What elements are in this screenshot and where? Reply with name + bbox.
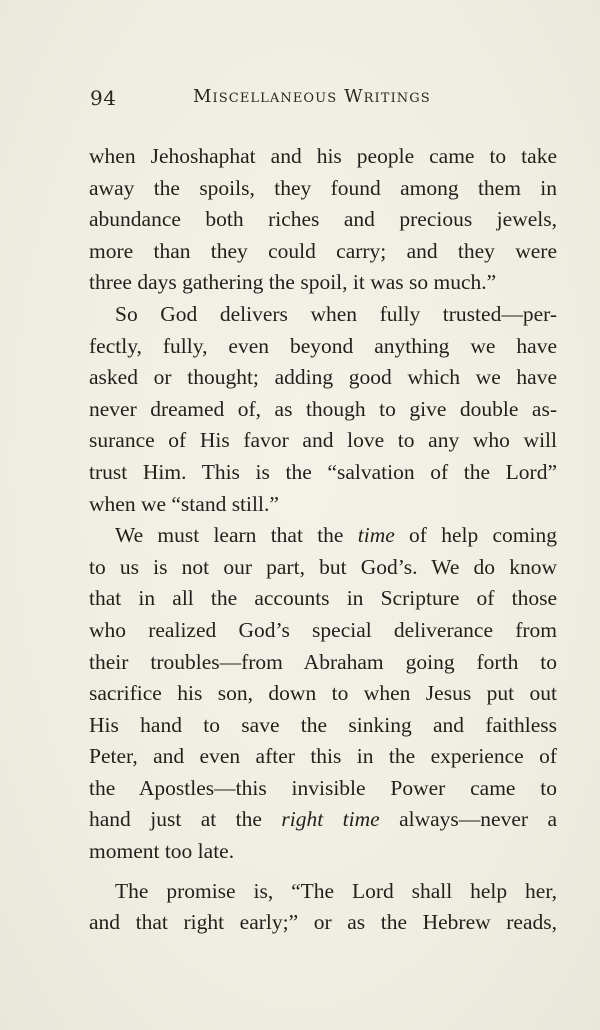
text-line: and that right early;” or as the Hebrew reads, xyxy=(89,910,557,935)
text-line: their troubles—from Abraham going forth to xyxy=(89,649,557,674)
text-line: more than they could carry; and they were xyxy=(89,238,557,263)
text-line: that in all the accounts in Scripture of those xyxy=(89,586,557,611)
text-line: when we “stand still.” xyxy=(89,491,279,516)
text-line: Peter, and even after this in the experience of xyxy=(89,744,557,769)
text-line: fectly, fully, even beyond anything we have xyxy=(89,333,557,358)
text-segment: always—never a xyxy=(379,807,557,832)
text-line: trust Him. This is the “salvation of the Lord” xyxy=(89,459,557,484)
text-line: away the spoils, they found among them in xyxy=(89,175,557,200)
paragraph xyxy=(89,299,557,520)
text-segment: of help coming xyxy=(394,523,557,548)
page-header xyxy=(90,86,520,116)
text-line: never dreamed of, as though to give double as- xyxy=(89,396,557,421)
text-segment: hand just at the xyxy=(89,807,282,832)
page-number: 94 xyxy=(90,86,117,110)
text-line: to us is not our part, but God’s. We do know xyxy=(89,554,557,579)
text-line: who realized God’s special deliverance from xyxy=(89,617,557,642)
paragraph xyxy=(89,520,557,868)
text-line xyxy=(89,520,557,552)
body-text xyxy=(89,141,557,939)
paragraph xyxy=(89,876,557,939)
emphasis: right time xyxy=(281,807,380,832)
text-line: three days gathering the spoil, it was so much.” xyxy=(89,270,497,295)
text-line: asked or thought; adding good which we have xyxy=(89,365,557,390)
text-line: So God delivers when fully trusted—per- xyxy=(115,301,557,326)
text-line: when Jehoshaphat and his people came to take xyxy=(89,144,557,168)
text-line xyxy=(89,804,557,836)
text-line: His hand to save the sinking and faithless xyxy=(89,712,557,737)
emphasis: time xyxy=(357,523,395,548)
text-line: moment too late. xyxy=(89,839,235,864)
text-line: sacrifice his son, down to when Jesus put out xyxy=(89,681,557,706)
text-line: the Apostles—this invisible Power came to xyxy=(89,775,557,800)
running-title: Miscellaneous Writings xyxy=(193,86,431,107)
text-line: abundance both riches and precious jewels, xyxy=(89,207,557,232)
text-segment: We must learn that the xyxy=(115,523,358,548)
text-line: surance of His favor and love to any who will xyxy=(89,428,557,453)
paragraph xyxy=(89,141,557,299)
paragraph-gap xyxy=(89,868,557,876)
text-line: The promise is, “The Lord shall help her, xyxy=(115,878,557,903)
